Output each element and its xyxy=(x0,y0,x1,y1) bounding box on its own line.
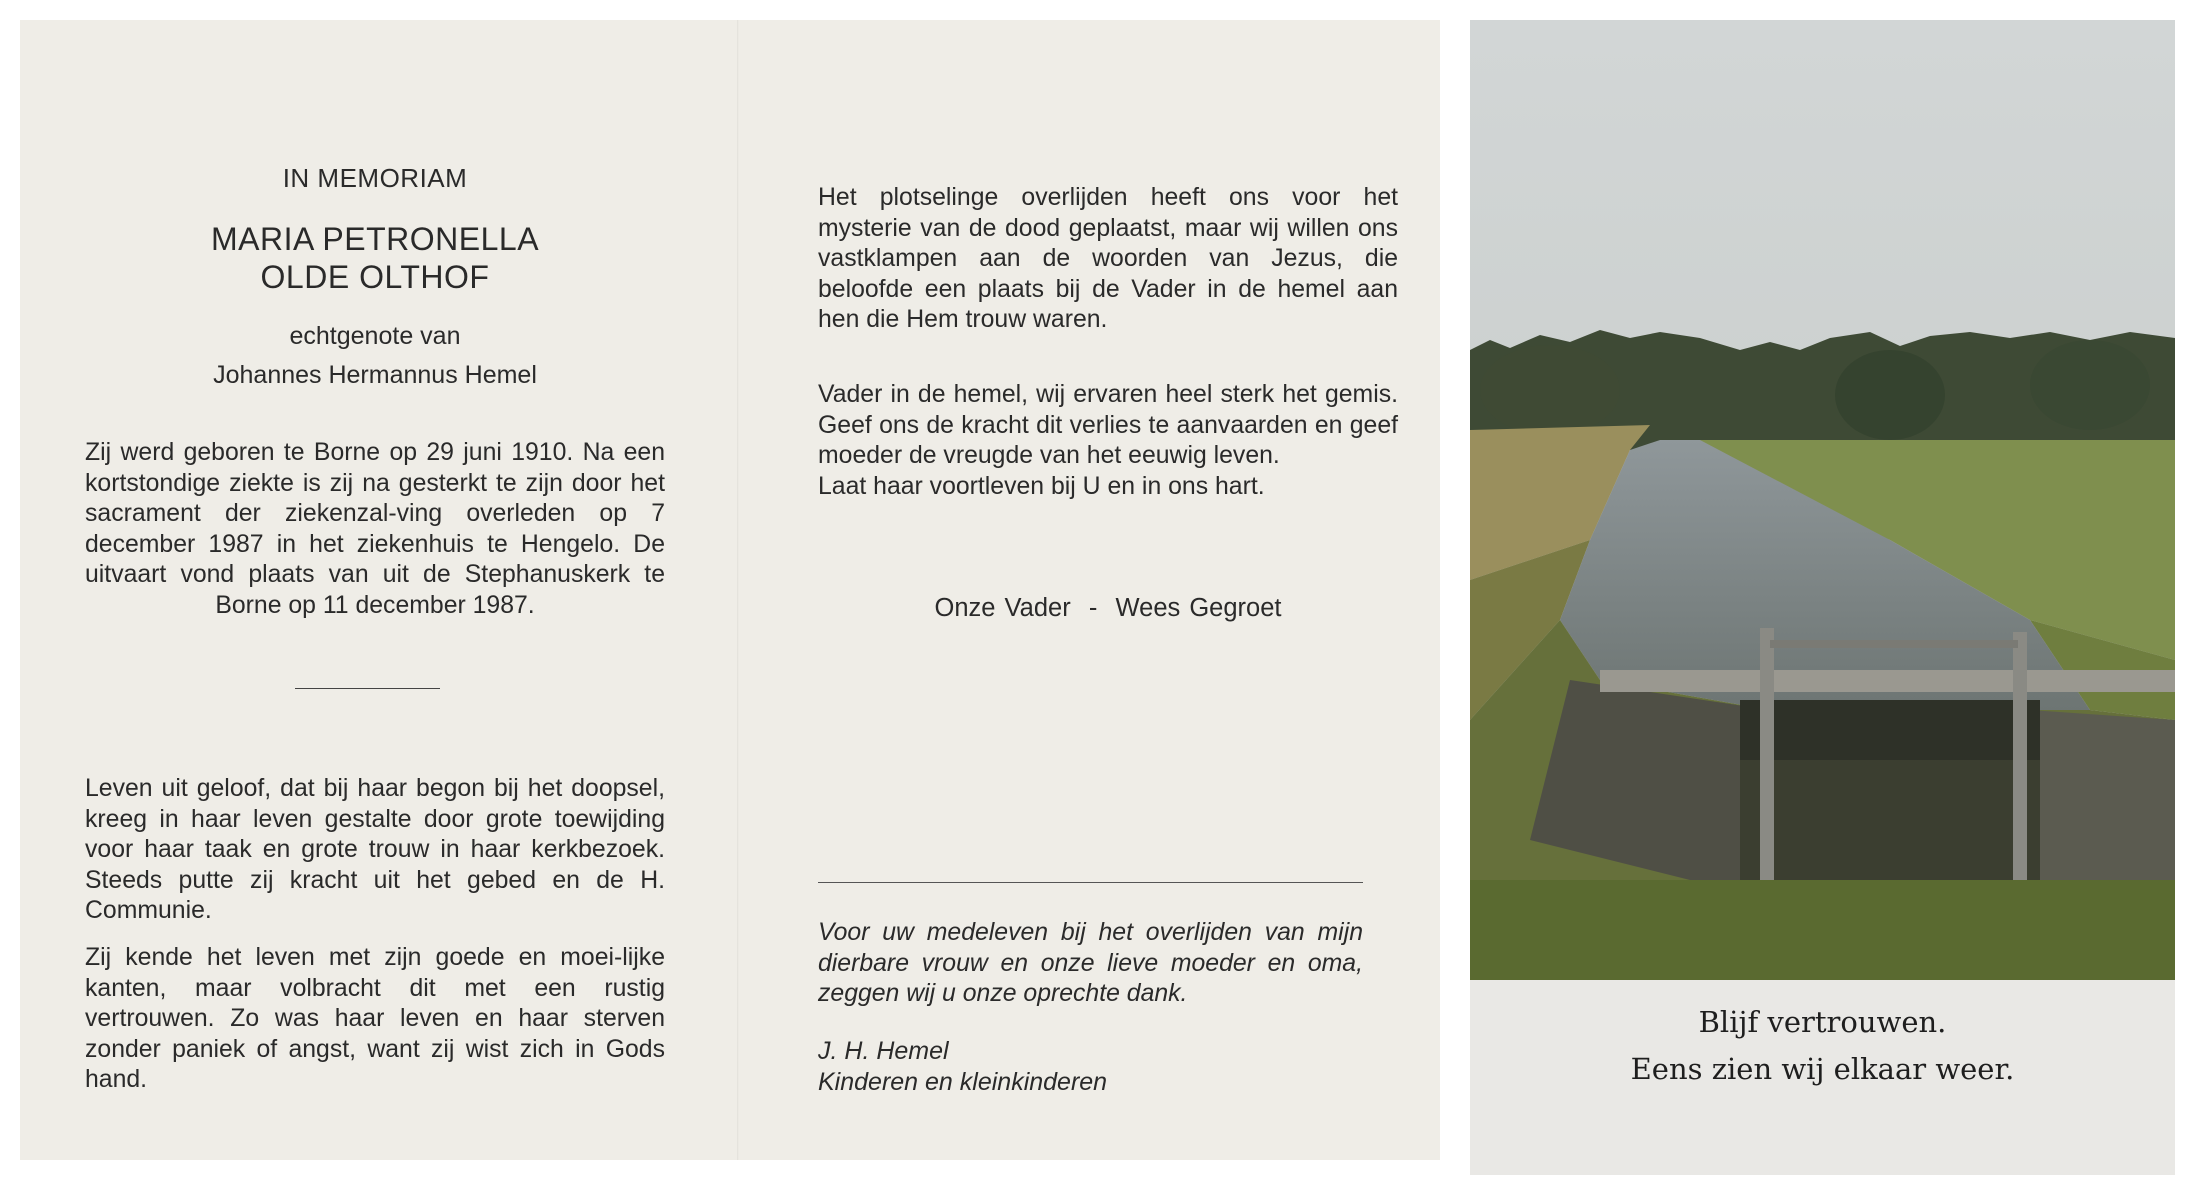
photo-card xyxy=(1470,20,2175,1175)
prayer-paragraph-a: Vader in de hemel, wij ervaren heel sterk het gemis. Geef ons de kracht dit verlies te aanvaarden en geef moeder de vreugde van het eeuwig leven. xyxy=(818,381,1398,469)
mystery-paragraph: Het plotselinge overlijden heeft ons voor het mysterie van de dood geplaatst, maar wij willen ons vastklampen aan de woorden van Jezus, die beloofde een plaats bij de Vader in de hemel aan hen die Hem trouw waren. xyxy=(818,184,1398,333)
signature-family: Kinderen en kleinkinderen xyxy=(818,1068,1108,1096)
thanks-paragraph: Voor uw medeleven bij het overlijden van mijn dierbare vrouw en onze lieve moeder en oma, zeggen wij u onze oprechte dank. xyxy=(818,919,1363,1007)
deceased-name-line1: MARIA PETRONELLA xyxy=(210,221,540,257)
memorial-card-inside xyxy=(20,20,1440,1160)
faith-paragraph: Leven uit geloof, dat bij haar begon bij het doopsel, kreeg in haar leven gestalte door grote toewijding voor haar taak en grote trouw in haar kerkbezoek. Steeds putte zij kracht uit het gebed en de H. Communie. xyxy=(85,775,665,924)
life-paragraph: Zij kende het leven met zijn goede en moei-lijke kanten, maar volbracht dit met een rustig vertrouwen. Zo was haar leven en haar sterven zonder paniek of angst, want zij wist zich in Gods hand. xyxy=(85,944,665,1093)
deceased-name xyxy=(85,220,665,296)
landscape-photo xyxy=(1470,20,2175,980)
prayers-line: Onze Vader - Wees Gegroet xyxy=(934,594,1282,622)
prayer-paragraph-b: Laat haar voortleven bij U en in ons hart. xyxy=(818,472,1265,500)
signature-name: J. H. Hemel xyxy=(818,1037,949,1065)
long-divider xyxy=(818,882,1363,883)
motto-line1: Blijf vertrouwen. xyxy=(1698,1005,1947,1039)
spouse-name: Johannes Hermannus Hemel xyxy=(213,361,537,389)
short-divider xyxy=(295,688,440,689)
deceased-name-line2: OLDE OLTHOF xyxy=(260,259,490,295)
card-fold-line xyxy=(737,20,739,1160)
in-memoriam-heading: IN MEMORIAM xyxy=(282,163,468,193)
prayer-paragraph xyxy=(818,380,1398,502)
motto-line2: Eens zien wij elkaar weer. xyxy=(1630,1052,2015,1086)
birth-death-paragraph: Zij werd geboren te Borne op 29 juni 1910. Na een kortstondige ziekte is zij na gesterkt te zijn door het sacrament der ziekenzal-ving overleden op 7 december 1987 in het ziekenhuis te Hengelo. De uitvaart vond plaats van uit de Stephanuskerk te Borne op 11 december 1987. xyxy=(85,439,665,619)
spouse-intro: echtgenote van xyxy=(289,322,461,350)
